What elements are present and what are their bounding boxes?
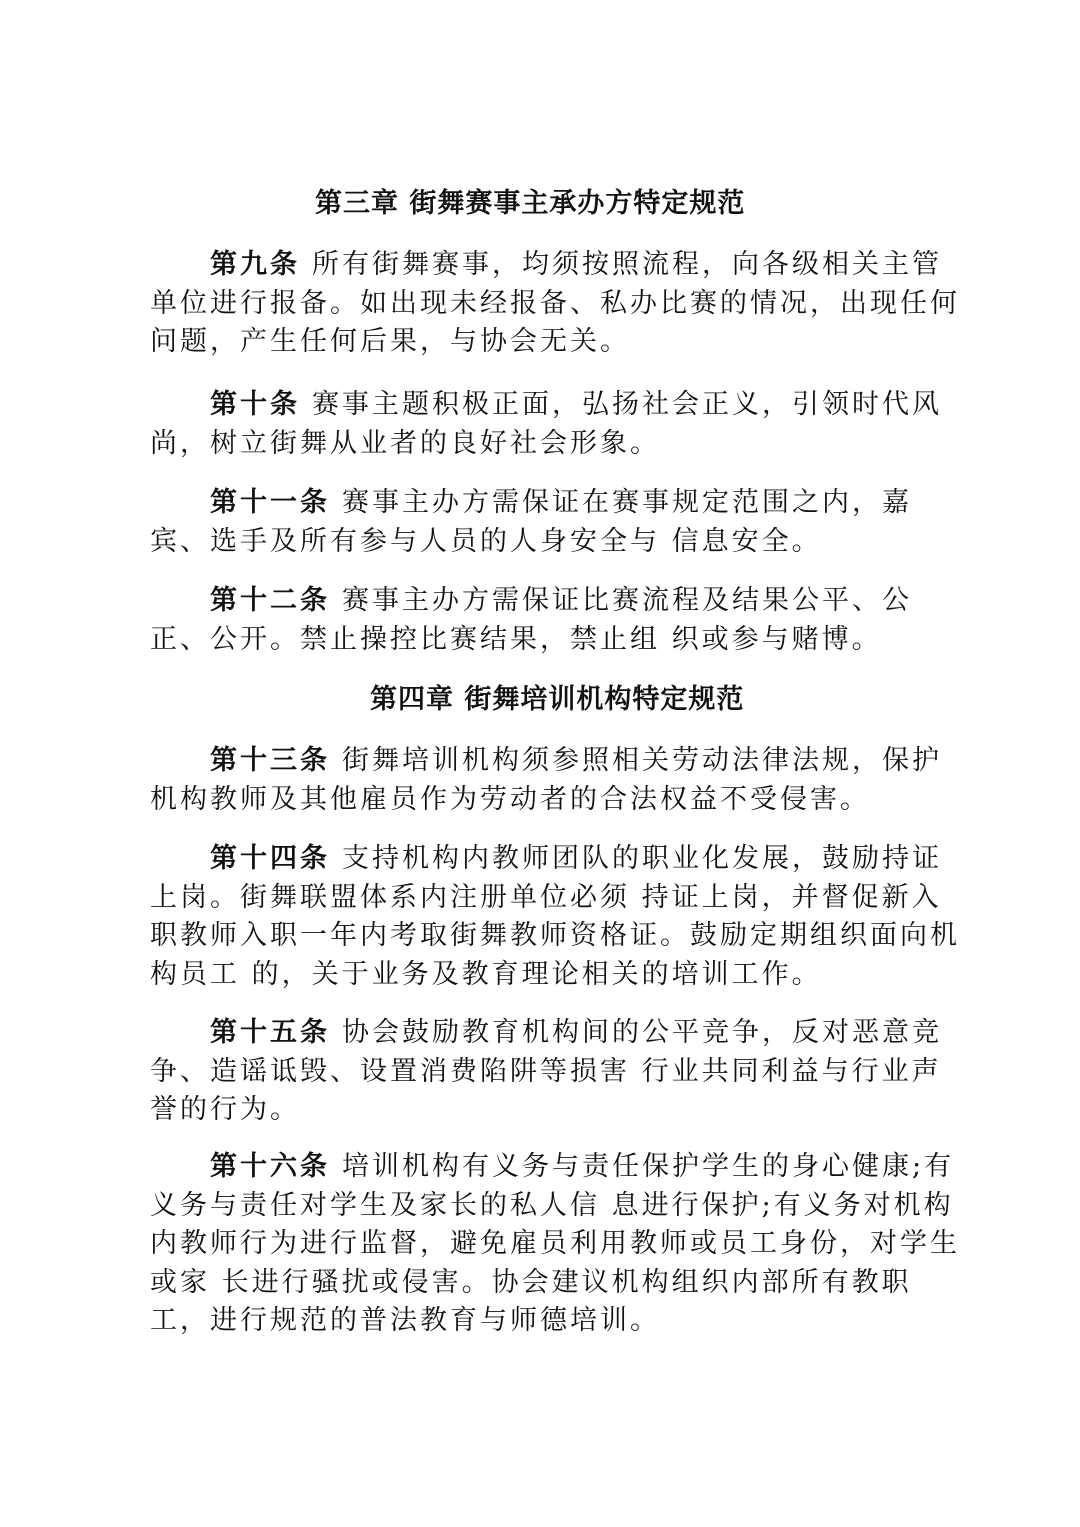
article-11 bbox=[150, 484, 934, 561]
article-9 bbox=[150, 246, 960, 362]
article-line: 义务与责任对学生及家长的私人信 息进行保护;有义务对机构 bbox=[150, 1189, 954, 1221]
article-line: 上岗。街舞联盟体系内注册单位必须 持证上岗，并督促新入 bbox=[150, 881, 942, 913]
article-line bbox=[150, 246, 942, 285]
article-label: 第十一条 bbox=[210, 487, 330, 518]
article-line: 工，进行规范的普法教育与师德培训。 bbox=[150, 1305, 660, 1336]
article-line: 构员工 的，关于业务及教育理论相关的培训工作。 bbox=[150, 958, 822, 990]
article-line: 宾、选手及所有参与人员的人身安全与 信息安全。 bbox=[150, 525, 822, 557]
article-line bbox=[150, 840, 942, 879]
article-label: 第十五条 bbox=[210, 1017, 330, 1048]
article-line: 或家 长进行骚扰或侵害。协会建议机构组织内部所有教职 bbox=[150, 1266, 912, 1298]
article-label: 第十六条 bbox=[210, 1151, 330, 1182]
article-line: 争、造谣诋毁、设置消费陷阱等损害 行业共同利益与行业声 bbox=[150, 1055, 942, 1087]
article-text: 所有街舞赛事，均须按照流程，向各级相关主管 bbox=[312, 249, 942, 280]
article-line: 单位进行报备。如出现未经报备、私办比赛的情况，出现任何 bbox=[150, 287, 960, 319]
chapter-4-title: 第四章 街舞培训机构特定规范 bbox=[370, 684, 745, 715]
article-line: 机构教师及其他雇员作为劳动者的合法权益不受侵害。 bbox=[150, 783, 870, 815]
article-label: 第九条 bbox=[210, 249, 300, 280]
article-14 bbox=[150, 840, 960, 994]
article-line: 问题，产生任何后果，与协会无关。 bbox=[150, 326, 630, 357]
article-line bbox=[150, 1148, 955, 1187]
article-line: 正、公开。禁止操控比赛结果，禁止组 织或参与赌博。 bbox=[150, 623, 882, 655]
article-line: 誉的行为。 bbox=[150, 1094, 300, 1125]
article-text: 培训机构有义务与责任保护学生的身心健康;有 bbox=[342, 1151, 955, 1182]
article-line: 职教师入职一年内考取街舞教师资格证。鼓励定期组织面向机 bbox=[150, 920, 960, 951]
article-text: 赛事主办方需保证比赛流程及结果公平、公 bbox=[342, 585, 912, 616]
article-10 bbox=[150, 386, 942, 463]
article-line bbox=[150, 484, 934, 523]
article-16 bbox=[150, 1148, 960, 1341]
article-line bbox=[150, 1014, 942, 1053]
article-text: 街舞培训机构须参照相关劳动法律法规，保护 bbox=[342, 745, 942, 776]
article-text: 协会鼓励教育机构间的公平竞争，反对恶意竞 bbox=[342, 1017, 942, 1048]
article-12 bbox=[150, 582, 934, 659]
article-label: 第十四条 bbox=[210, 843, 330, 874]
article-line bbox=[150, 742, 942, 781]
article-15 bbox=[150, 1014, 942, 1130]
article-label: 第十三条 bbox=[210, 745, 330, 776]
article-text: 支持机构内教师团队的职业化发展，鼓励持证 bbox=[342, 843, 942, 874]
article-line bbox=[150, 386, 942, 425]
article-line: 尚，树立街舞从业者的良好社会形象。 bbox=[150, 427, 660, 459]
article-line: 内教师行为进行监督，避免雇员利用教师或员工身份，对学生 bbox=[150, 1228, 960, 1259]
article-line bbox=[150, 582, 934, 621]
article-label: 第十条 bbox=[210, 389, 300, 420]
article-text: 赛事主题积极正面，弘扬社会正义，引领时代风 bbox=[312, 389, 942, 420]
article-text: 赛事主办方需保证在赛事规定范围之内，嘉 bbox=[342, 487, 912, 518]
article-label: 第十二条 bbox=[210, 585, 330, 616]
chapter-3-title: 第三章 街舞赛事主承办方特定规范 bbox=[315, 188, 746, 219]
article-13 bbox=[150, 742, 942, 819]
